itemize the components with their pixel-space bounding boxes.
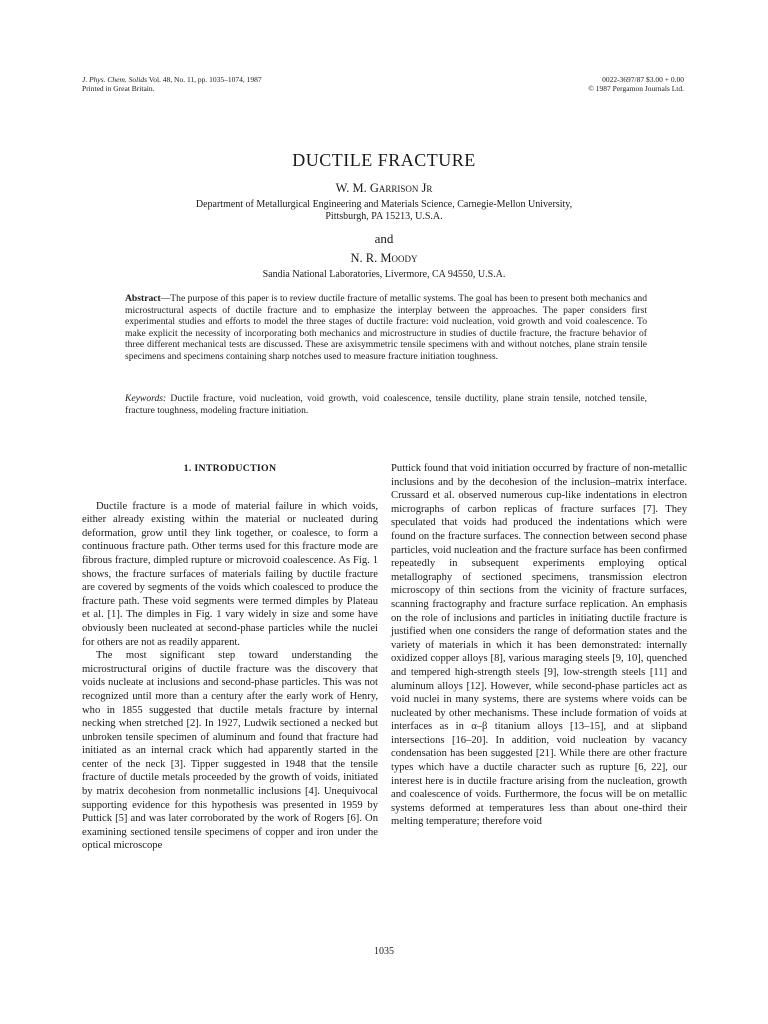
journal-header-right	[588, 75, 684, 93]
journal-citation: Vol. 48, No. 11, pp. 1035–1074, 1987	[148, 75, 262, 84]
author-2-name	[0, 251, 768, 266]
author-1-name	[0, 181, 768, 196]
copyright-line: © 1987 Pergamon Journals Ltd.	[588, 84, 684, 93]
and-separator: and	[374, 231, 394, 246]
author-1-name-text: W. M. Garrison Jr	[335, 181, 433, 195]
paper-title: DUCTILE FRACTURE	[292, 150, 476, 170]
author-1-affiliation	[120, 199, 648, 223]
abstract-text: —The purpose of this paper is to review ductile fracture of metallic systems. The goal has been to present both mechanics and microstructural aspects of ductile fracture and to emphasize the interplay between the approaches. The paper considers first experimental studies and efforts to model the three stages of ductile fracture: void nucleation, void growth and void coalescence. To make explicit the necessity of incorporating both mechanics and microstructure in studies of ductile fracture, the fracture behavior of three different mechanical tests are discussed. These are axisymmetric tensile specimens with and without notches, plane strain tensile specimens and specimens containing sharp notches used to measure fracture initiation toughness.	[125, 293, 647, 362]
abstract-label: Abstract	[125, 293, 161, 304]
printed-in: Printed in Great Britain.	[82, 84, 155, 93]
intro-paragraph-2: The most significant step toward understanding the microstructural origins of ductile fracture was the discovery that voids nucleate at inclusions and second-phase particles. This was not recognized until more than a century after the early work of Henry, who in 1855 suggested that ductile metals fracture by internal necking when stretched [2]. In 1927, Ludwik sectioned a necked but unbroken tensile specimen of aluminum and found that fracture had initiated as an internal crack which had apparently started in the center of the neck [3]. Tipper suggested in 1948 that the tensile fracture of ductile metals proceeded by the growth of voids, initiated by matrix decohesion from nonmetallic inclusions [4]. Unequivocal supporting evidence for this hypothesis was presented in 1959 by Puttick [5] and was later corroborated by the work of Rogers [6]. On examining sectioned tensile specimens of copper and iron under the optical microscope	[82, 650, 378, 852]
abstract	[125, 293, 647, 363]
section-heading: 1. INTRODUCTION	[183, 463, 277, 474]
page-number: 1035	[374, 946, 394, 957]
author-2-affiliation: Sandia National Laboratories, Livermore, CA 94550, U.S.A.	[262, 269, 506, 280]
intro-paragraph-1: Ductile fracture is a mode of material failure in which voids, either already existing within the material or nucleated during deformation, grow until they link together, or coalesce, to form a continuous fracture path. Other terms used for this fracture mode are fibrous fracture, dimpled rupture or microvoid coalescence. As Fig. 1 shows, the fracture surfaces of materials failing by ductile fracture are covered by segments of the voids which coalesced to produce the fracture path. These void segments were termed dimples by Plateau et al. [1]. The dimples in Fig. 1 vary widely in size and some have obviously been nucleated at second-phase particles while the nuclei for others are not as readily apparent.	[82, 500, 378, 648]
right-column	[391, 462, 687, 829]
journal-code: 0022-3697/87 $3.00 + 0.00	[602, 75, 684, 84]
affiliation-line-2: Pittsburgh, PA 15213, U.S.A.	[325, 211, 443, 222]
keywords-label: Keywords:	[125, 393, 167, 404]
journal-name: J. Phys. Chem. Solids	[82, 75, 147, 84]
intro-paragraph-3: Puttick found that void initiation occurred by fracture of non-metallic inclusions and by the decohesion of the inclusion–matrix interface. Crussard et al. observed numerous cup-like indentations in electron micrographs of carbon replicas of fracture surfaces [7]. They speculated that voids had produced the indentations which were found on the fracture surfaces. The connection between second phase particles, void nucleation and the fracture surface has been confirmed repeatedly in subsequent experiments employing optical metallography of sectioned specimens, transmission electron microscopy of thin sections from the vicinity of fracture surfaces, scanning fractography and fracture surface replication. An emphasis on the role of inclusions and particles in initiating ductile fracture is justified when one considers the range of deformation states and the variety of materials in which it has been demonstrated: internally oxidized copper alloys [8], various maraging steels [9, 10], quenched and tempered high-strength steels [9], low-strength steels [11] and aluminum alloys [12]. However, while second-phase particles act as void nuclei in many systems, there are systems where voids can be nucleated by other mechanisms. These include formation of voids at interfaces as in α–β titanium alloys [13–15], and at slipband intersections [16–20]. In addition, void nucleation by vacancy condensation has been suggested [21]. While there are other fracture types which have a ductile character such as rupture [6, 22], our interest here is in ductile fracture arising from the nucleation, growth and coalescence of voids. Furthermore, the focus will be on metallic systems deformed at temperatures less than about one-third their melting temperature; therefore void	[391, 463, 687, 828]
journal-header-left	[82, 75, 262, 93]
affiliation-line-1: Department of Metallurgical Engineering and Materials Science, Carnegie-Mellon University,	[195, 199, 573, 210]
left-column	[82, 462, 378, 853]
keywords	[125, 393, 647, 416]
keywords-text: Ductile fracture, void nucleation, void growth, void coalescence, tensile ductility, plane strain tensile, notched tensile, fracture toughness, modeling fracture initiation.	[125, 393, 647, 416]
author-2-name-text: N. R. Moody	[350, 251, 418, 265]
